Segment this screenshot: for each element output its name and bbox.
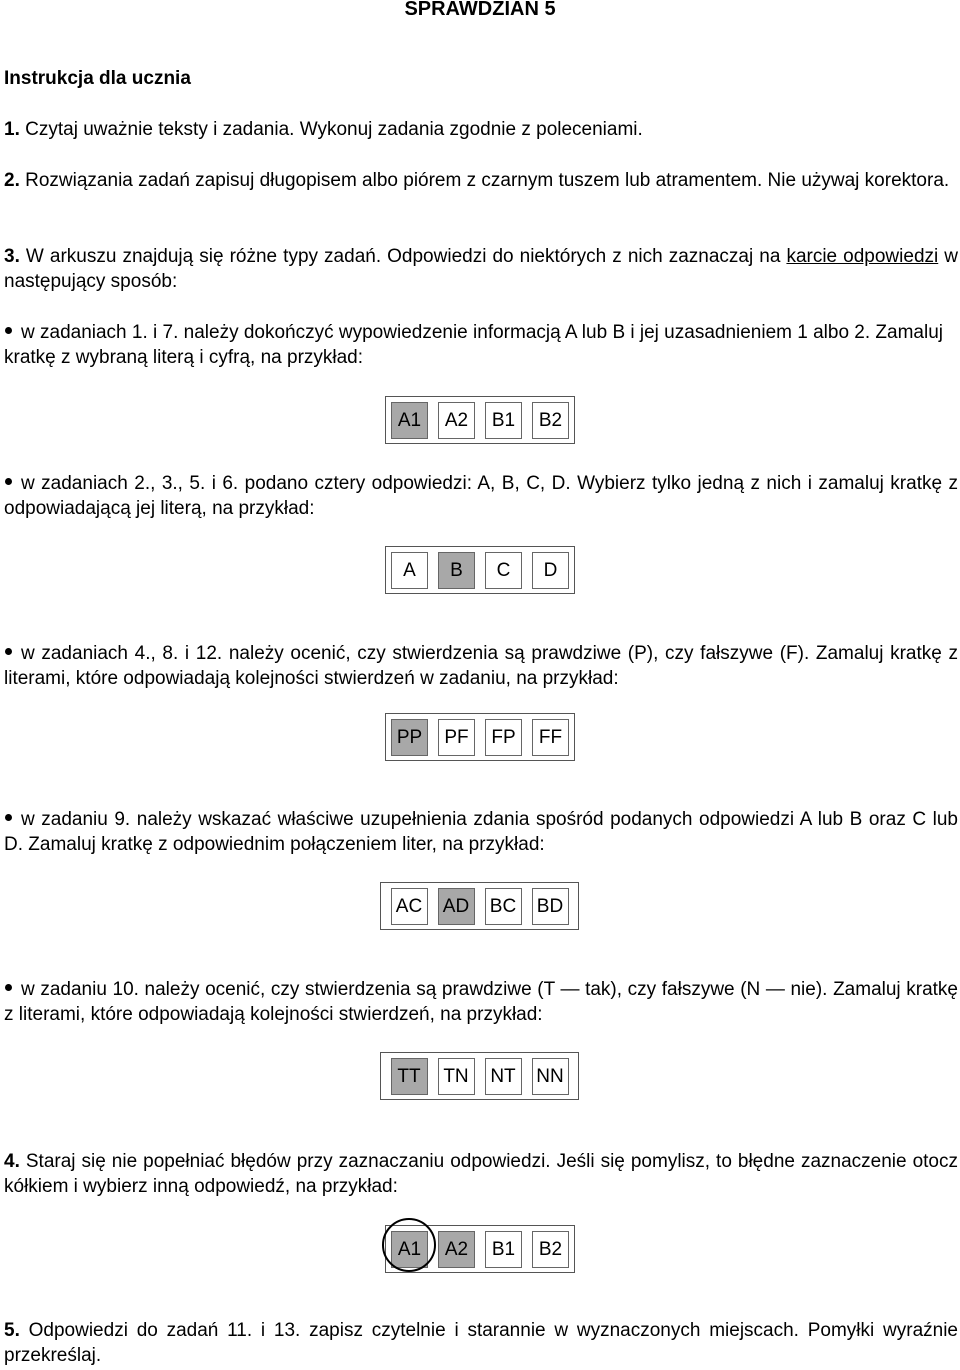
answer-cell: D [532, 552, 569, 589]
instruction-item-5 [4, 1318, 958, 1368]
answer-cell: PF [438, 719, 475, 756]
answer-cell: B [438, 552, 475, 589]
item-text: Odpowiedzi do zadań 11. i 13. zapisz czytelnie i starannie w wyznaczonych miejscach. Pomyłki wyraźnie przekreślaj. [4, 1320, 958, 1366]
item-number: 5. [4, 1320, 20, 1341]
instruction-item-1 [4, 117, 958, 142]
bullet-icon [5, 814, 12, 821]
item-text: Czytaj uważnie teksty i zadania. Wykonuj zadania zgodnie z poleceniami. [19, 119, 643, 140]
bullet-item-4 [4, 807, 958, 857]
answer-cell: TN [438, 1058, 475, 1095]
instruction-item-4 [4, 1149, 958, 1199]
answer-cell: A2 [438, 402, 475, 439]
page-title: SPRAWDZIAN 5 [404, 0, 556, 20]
answer-cell: NN [532, 1058, 569, 1095]
bullet-icon [5, 648, 12, 655]
item-number: 2. [4, 170, 20, 191]
answer-cell: A1 [391, 402, 428, 439]
bullet-item-2 [4, 471, 958, 521]
bullet-item-3 [4, 641, 958, 691]
answer-cell: B2 [532, 1231, 569, 1268]
answer-cell: FF [532, 719, 569, 756]
example-box-3 [385, 713, 575, 761]
bullet-text: w zadaniu 10. należy ocenić, czy stwierdzenia są prawdziwe (T — tak), czy fałszywe (N — nie). Zamaluj kratkę z literami, które odpowiadają kolejności stwierdzeń, na przykład: [4, 979, 958, 1025]
answer-cell: AC [391, 888, 428, 925]
bullet-icon [5, 984, 12, 991]
item-text: W arkuszu znajdują się różne typy zadań. Odpowiedzi do niektórych z nich zaznaczaj na [19, 246, 787, 267]
item-number: 3. [4, 246, 20, 267]
bullet-item-5 [4, 977, 958, 1027]
answer-cell: FP [485, 719, 522, 756]
bullet-icon [5, 478, 12, 485]
example-box-2 [385, 546, 575, 594]
answer-cell: C [485, 552, 522, 589]
answer-cell: PP [391, 719, 428, 756]
answer-cell: A [391, 552, 428, 589]
answer-cell: BD [532, 888, 569, 925]
answer-cell: NT [485, 1058, 522, 1095]
instruction-heading [4, 66, 958, 91]
item-text: Rozwiązania zadań zapisuj długopisem albo piórem z czarnym tuszem lub atramentem. Nie używaj korektora. [19, 170, 950, 191]
example-box-4 [380, 882, 579, 930]
answer-cell: BC [485, 888, 522, 925]
answer-cell: A2 [438, 1231, 475, 1268]
item-text: Staraj się nie popełniać błędów przy zaznaczaniu odpowiedzi. Jeśli się pomylisz, to błędne zaznaczenie otocz kółkiem i wybierz inną odpowiedź, na przykład: [4, 1151, 958, 1197]
item-text: w następujący sposób: [4, 246, 958, 292]
item-number: 1. [4, 119, 20, 140]
bullet-text: w zadaniach 4., 8. i 12. należy ocenić, czy stwierdzenia są prawdziwe (P), czy fałszywe (F). Zamaluj kratkę z literami, które odpowiadają kolejności stwierdzeń w zadaniu, na przykład: [4, 643, 958, 689]
instruction-heading-text: Instrukcja dla ucznia [4, 68, 191, 89]
item-number: 4. [4, 1151, 20, 1172]
correction-circle [382, 1218, 436, 1272]
instruction-item-3 [4, 244, 958, 294]
answer-cell: TT [391, 1058, 428, 1095]
bullet-text: w zadaniach 2., 3., 5. i 6. podano cztery odpowiedzi: A, B, C, D. Wybierz tylko jedną z nich i zamaluj kratkę z odpowiadającą jej literą, na przykład: [4, 473, 958, 519]
answer-cell: B1 [485, 402, 522, 439]
bullet-item-1 [4, 320, 958, 370]
answer-cell: A1 [391, 1231, 428, 1268]
bullet-text: w zadaniach 1. i 7. należy dokończyć wypowiedzenie informacją A lub B i jej uzasadnieniem 1 albo 2. Zamaluj kratkę z wybraną literą i cyfrą, na przykład: [4, 322, 944, 368]
answer-cell: B2 [532, 402, 569, 439]
answer-cell: B1 [485, 1231, 522, 1268]
instruction-item-2 [4, 168, 958, 193]
bullet-icon [5, 327, 12, 334]
answer-sheet-link: karcie odpowiedzi [786, 246, 939, 267]
answer-cell: AD [438, 888, 475, 925]
bullet-text: w zadaniu 9. należy wskazać właściwe uzupełnienia zdania spośród podanych odpowiedzi A lub B oraz C lub D. Zamaluj kratkę z odpowiednim połączeniem liter, na przykład: [4, 809, 958, 855]
example-box-5 [380, 1052, 579, 1100]
example-box-1 [385, 396, 575, 444]
